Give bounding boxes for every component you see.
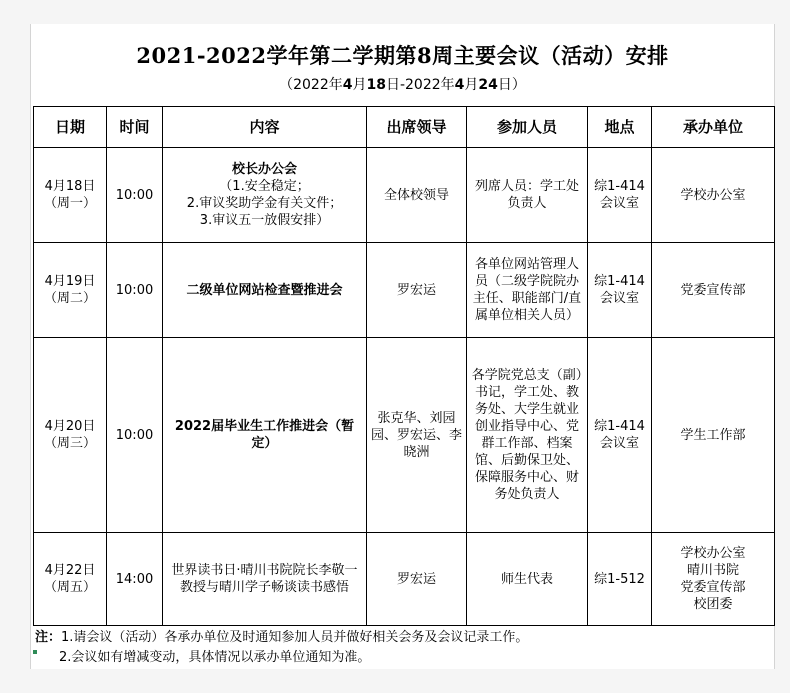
- participants-cell: 各学院党总支（副）书记，学工处、教务处、大学生就业创业指导中心、党群工作部、档案馆、后勤保卫处、保障服务中心、财务处负责人: [467, 338, 588, 533]
- location-cell: 综1-414会议室: [588, 243, 652, 338]
- organizer-cell: 学校办公室: [652, 148, 775, 243]
- time-cell: 10:00: [107, 338, 163, 533]
- leaders-cell: 全体校领导: [367, 148, 467, 243]
- organizer-cell: 学生工作部: [652, 338, 775, 533]
- notes-section: [33, 628, 774, 668]
- date-cell: 4月20日 （周三）: [34, 338, 107, 533]
- table-header-row: [34, 107, 775, 148]
- header-location: 地点: [588, 107, 652, 148]
- date-cell: 4月22日 （周五）: [34, 533, 107, 626]
- schedule-table: [33, 106, 775, 626]
- leaders-cell: 罗宏运: [367, 243, 467, 338]
- content-cell: 2022届毕业生工作推进会（暂定）: [163, 338, 367, 533]
- date-range-subtitle: （2022年4月18日-2022年4月24日）: [279, 77, 526, 93]
- note-2: 2.会议如有增减变动，具体情况以承办单位通知为准。: [59, 650, 371, 665]
- header-content: 内容: [163, 107, 367, 148]
- date-cell: 4月19日 （周二）: [34, 243, 107, 338]
- table-row: [34, 533, 775, 626]
- leaders-cell: 张克华、刘园园、罗宏运、李晓洲: [367, 338, 467, 533]
- content-cell: 世界读书日·晴川书院院长李敬一教授与晴川学子畅谈读书感悟: [163, 533, 367, 626]
- header-leaders: 出席领导: [367, 107, 467, 148]
- content-cell: 校长办公会 （1.安全稳定； 2.审议奖助学金有关文件； 3.审议五一放假安排）: [163, 148, 367, 243]
- participants-cell: 师生代表: [467, 533, 588, 626]
- header-date: 日期: [34, 107, 107, 148]
- schedule-sheet: [30, 24, 775, 669]
- table-row: [34, 243, 775, 338]
- location-cell: 综1-512: [588, 533, 652, 626]
- time-cell: 10:00: [107, 148, 163, 243]
- header-time: 时间: [107, 107, 163, 148]
- location-cell: 综1-414会议室: [588, 148, 652, 243]
- organizer-cell: 学校办公室 晴川书院 党委宣传部 校团委: [652, 533, 775, 626]
- content-cell: 二级单位网站检查暨推进会: [163, 243, 367, 338]
- page-title: 2021-2022学年第二学期第8周主要会议（活动）安排: [136, 43, 669, 68]
- location-cell: 综1-414会议室: [588, 338, 652, 533]
- organizer-cell: 党委宣传部: [652, 243, 775, 338]
- header-organizer: 承办单位: [652, 107, 775, 148]
- time-cell: 10:00: [107, 243, 163, 338]
- cell-marker: [33, 650, 37, 654]
- participants-cell: 各单位网站管理人员（二级学院院办主任、职能部门/直属单位相关人员）: [467, 243, 588, 338]
- time-cell: 14:00: [107, 533, 163, 626]
- date-cell: 4月18日 （周一）: [34, 148, 107, 243]
- table-row: [34, 148, 775, 243]
- table-row: [34, 338, 775, 533]
- header-participants: 参加人员: [467, 107, 588, 148]
- participants-cell: 列席人员：学工处负责人: [467, 148, 588, 243]
- note-1: 注：1.请会议（活动）各承办单位及时通知参加人员并做好相关会务及会议记录工作。: [35, 630, 529, 645]
- leaders-cell: 罗宏运: [367, 533, 467, 626]
